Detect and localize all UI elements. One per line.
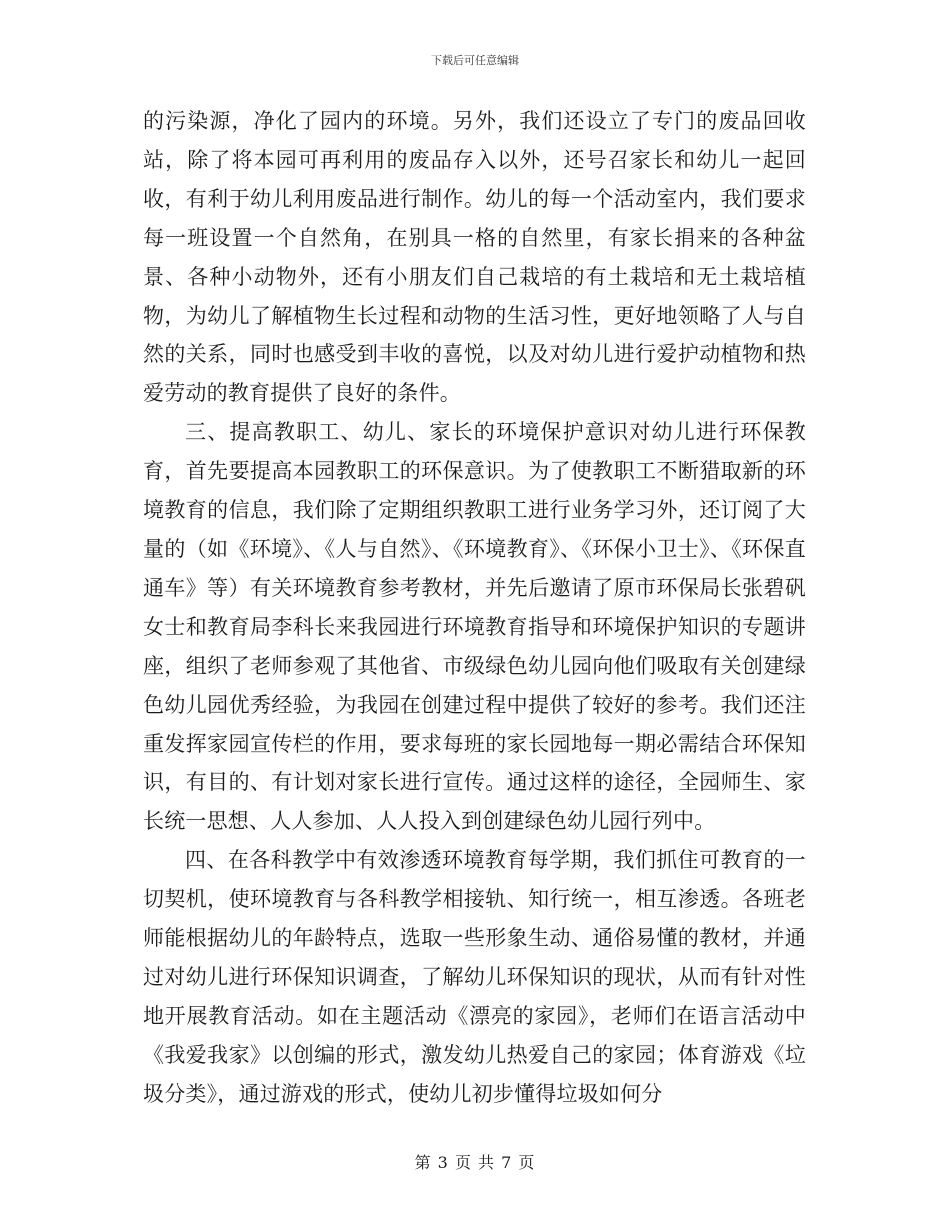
paragraph-1: 的污染源，净化了园内的环境。另外，我们还设立了专门的废品回收站，除了将本园可再利用的废品存入以外，还号召家长和幼儿一起回收，有利于幼儿利用废品进行制作。幼儿的每一个活动室内，我们要求每一班设置一个自然角，在别具一格的自然里，有家长捐来的各种盆景、各种小动物外，还有小朋友们自己栽培的有土栽培和无土栽培植物，为幼儿了解植物生长过程和动物的生活习性，更好地领略了人与自然的关系，同时也感受到丰收的喜悦，以及对幼儿进行爱护动植物和热爱劳动的教育提供了良好的条件。: [143, 109, 806, 406]
page-number-footer: 第 3 页 共 7 页: [414, 1153, 536, 1172]
document-body: [143, 102, 806, 1114]
paragraph-2: 三、提高教职工、幼儿、家长的环境保护意识对幼儿进行环保教育，首先要提高本园教职工的环保意识。为了使教职工不断猎取新的环境教育的信息，我们除了定期组织教职工进行业务学习外，还订阅了大量的（如《环境》、《人与自然》、《环境教育》、《环保小卫士》、《环保直通车》等）有关环境教育参考教材，并先后邀请了原市环保局长张碧矾女士和教育局李科长来我园进行环境教育指导和环境保护知识的专题讲座，组织了老师参观了其他省、市级绿色幼儿园向他们吸取有关创建绿色幼儿园优秀经验，为我园在创建过程中提供了较好的参考。我们还注重发挥家园宣传栏的作用，要求每班的家长园地每一期必需结合环保知识，有目的、有计划对家长进行宣传。通过这样的途径，全园师生、家长统一思想、人人参加、人人投入到创建绿色幼儿园行列中。: [143, 420, 806, 834]
paragraph-3: 四、在各科教学中有效渗透环境教育每学期，我们抓住可教育的一切契机，使环境教育与各科教学相接轨、知行统一，相互渗透。各班老师能根据幼儿的年龄特点，选取一些形象生动、通俗易懂的教材，并通过对幼儿进行环保知识调查，了解幼儿环保知识的现状，从而有针对性地开展教育活动。如在主题活动《漂亮的家园》，老师们在语言活动中《我爱我家》以创编的形式，激发幼儿热爱自己的家园；体育游戏《垃圾分类》，通过游戏的形式，使幼儿初步懂得垃圾如何分: [143, 848, 806, 1106]
page-header: 下载后可任意编辑: [431, 54, 519, 67]
